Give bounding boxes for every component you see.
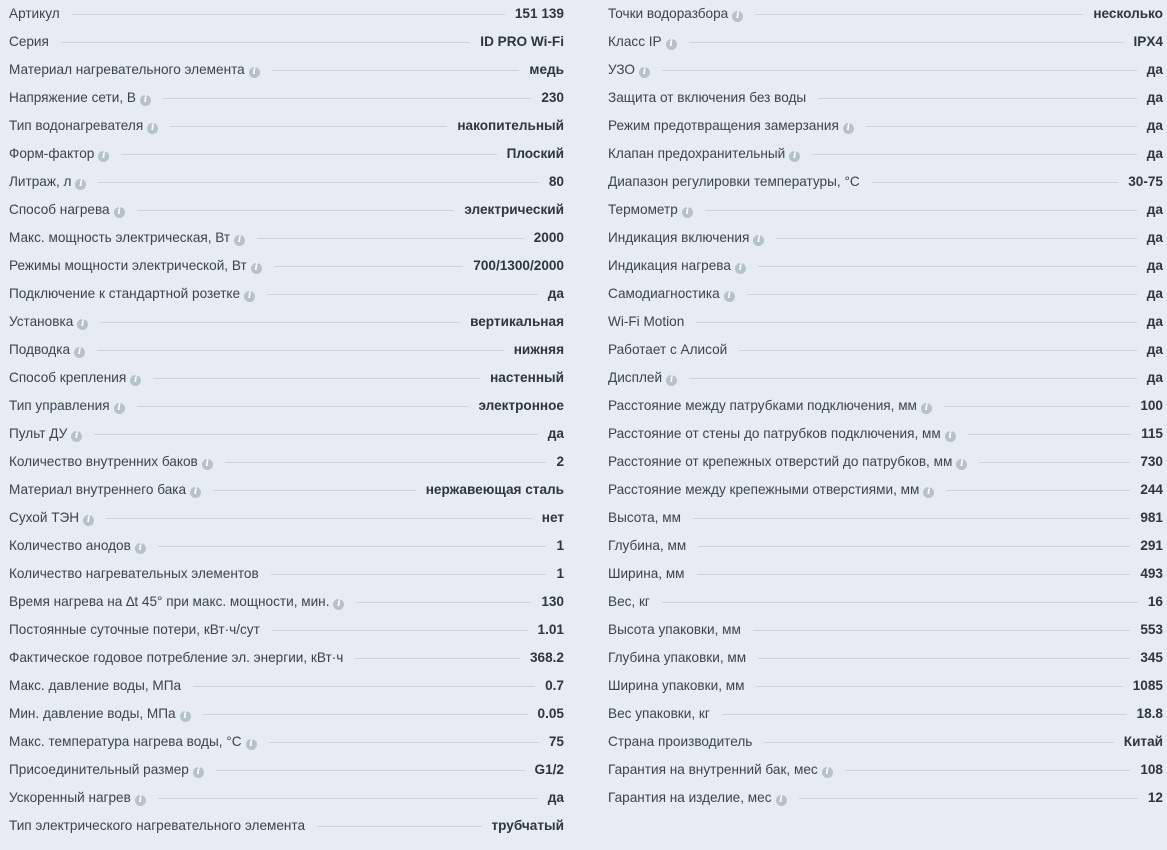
spec-value: 0.7 <box>545 678 564 693</box>
info-icon[interactable]: i <box>724 291 735 302</box>
spec-label: Материал нагревательного элемента <box>9 62 245 77</box>
spec-value: 230 <box>541 90 564 105</box>
info-icon[interactable]: i <box>193 767 204 778</box>
info-icon[interactable]: i <box>333 599 344 610</box>
spec-label: Напряжение сети, В <box>9 90 136 105</box>
spec-value: нет <box>541 510 564 525</box>
spec-row <box>9 196 564 224</box>
spec-value: ID PRO Wi-Fi <box>480 34 564 49</box>
spec-row <box>9 672 564 700</box>
spec-value: 75 <box>548 734 564 749</box>
spec-value: да <box>1146 202 1163 217</box>
dotted-leader <box>193 686 535 687</box>
spec-row <box>608 392 1163 420</box>
spec-column-right <box>608 0 1163 850</box>
spec-value: да <box>1146 342 1163 357</box>
spec-label: Тип управления <box>9 398 110 413</box>
dotted-leader <box>845 770 1131 771</box>
dotted-leader <box>697 574 1131 575</box>
spec-label: Ширина, мм <box>608 566 685 581</box>
spec-row <box>608 224 1163 252</box>
dotted-leader <box>662 70 1137 71</box>
spec-row <box>608 112 1163 140</box>
dotted-leader <box>158 546 547 547</box>
spec-value: настенный <box>490 370 564 385</box>
spec-label: Литраж, л <box>9 174 72 189</box>
dotted-leader <box>812 154 1137 155</box>
spec-value: трубчатый <box>491 818 564 833</box>
spec-label: Тип водонагревателя <box>9 118 144 133</box>
spec-row <box>9 280 564 308</box>
info-icon[interactable]: i <box>202 459 213 470</box>
spec-row <box>9 644 564 672</box>
spec-label: Индикация нагрева <box>608 258 731 273</box>
spec-value: 80 <box>548 174 564 189</box>
info-icon[interactable]: i <box>682 207 693 218</box>
dotted-leader <box>216 770 525 771</box>
dotted-leader <box>979 462 1130 463</box>
dotted-leader <box>269 742 539 743</box>
spec-value: G1/2 <box>534 762 564 777</box>
dotted-leader <box>267 294 538 295</box>
spec-row <box>608 588 1163 616</box>
spec-label: Количество анодов <box>9 538 131 553</box>
dotted-leader <box>121 154 496 155</box>
info-icon[interactable]: i <box>776 795 787 806</box>
info-icon[interactable]: i <box>114 403 125 414</box>
spec-value: 1 <box>556 538 564 553</box>
spec-label: Время нагрева на ∆t 45° при макс. мощности, мин. <box>9 594 330 609</box>
spec-label: Защита от включения без воды <box>608 90 807 105</box>
spec-value: да <box>1146 314 1163 329</box>
spec-row <box>9 532 564 560</box>
spec-value: 493 <box>1140 566 1163 581</box>
spec-row <box>9 448 564 476</box>
info-icon[interactable]: i <box>789 151 800 162</box>
spec-row <box>9 336 564 364</box>
spec-row <box>608 560 1163 588</box>
spec-label: Расстояние между крепежными отверстиями, мм <box>608 482 920 497</box>
dotted-leader <box>272 70 520 71</box>
spec-label: Количество внутренних баков <box>9 454 198 469</box>
spec-value: да <box>1146 90 1163 105</box>
spec-label: Форм-фактор <box>9 146 95 161</box>
spec-row <box>9 588 564 616</box>
dotted-leader <box>689 42 1124 43</box>
spec-row <box>608 308 1163 336</box>
spec-value: 553 <box>1140 622 1163 637</box>
spec-row <box>608 0 1163 28</box>
dotted-leader <box>356 602 531 603</box>
spec-value: 2 <box>556 454 564 469</box>
dotted-leader <box>213 490 416 491</box>
spec-label: Клапан предохранительный <box>608 146 786 161</box>
info-icon[interactable]: i <box>735 263 746 274</box>
spec-label: Гарантия на внутренний бак, мес <box>608 762 818 777</box>
spec-label: Высота, мм <box>608 510 681 525</box>
spec-row <box>608 336 1163 364</box>
spec-value: 244 <box>1140 482 1163 497</box>
info-icon[interactable]: i <box>945 431 956 442</box>
dotted-leader <box>696 322 1137 323</box>
spec-label: Фактическое годовое потребление эл. энергии, кВт·ч <box>9 650 344 665</box>
spec-value: 730 <box>1140 454 1163 469</box>
spec-value: 0.05 <box>537 706 564 721</box>
spec-value: да <box>1146 118 1163 133</box>
spec-label: Режимы мощности электрической, Вт <box>9 258 247 273</box>
spec-row <box>9 476 564 504</box>
info-icon[interactable]: i <box>822 767 833 778</box>
spec-label: Работает с Алисой <box>608 342 728 357</box>
spec-row <box>608 728 1163 756</box>
dotted-leader <box>163 98 531 99</box>
spec-value: 2000 <box>533 230 564 245</box>
info-icon[interactable]: i <box>98 151 109 162</box>
dotted-leader <box>758 266 1137 267</box>
info-icon[interactable]: i <box>147 123 158 134</box>
spec-label: Высота упаковки, мм <box>608 622 741 637</box>
info-icon[interactable]: i <box>180 711 191 722</box>
spec-value: медь <box>529 62 564 77</box>
spec-value: накопительный <box>457 118 564 133</box>
spec-row <box>608 252 1163 280</box>
dotted-leader <box>100 322 460 323</box>
dotted-leader <box>271 574 547 575</box>
spec-label: Глубина, мм <box>608 538 687 553</box>
spec-row <box>608 784 1163 812</box>
spec-label: Постоянные суточные потери, кВт·ч/сут <box>9 622 260 637</box>
spec-value: 30-75 <box>1128 174 1163 189</box>
spec-value: да <box>1146 370 1163 385</box>
spec-row <box>608 56 1163 84</box>
spec-label: Серия <box>9 34 49 49</box>
dotted-leader <box>94 434 538 435</box>
dotted-leader <box>257 238 524 239</box>
spec-value: IPX4 <box>1133 34 1163 49</box>
spec-row <box>9 812 564 840</box>
dotted-leader <box>799 798 1138 799</box>
spec-column-left <box>9 0 564 850</box>
info-icon[interactable]: i <box>246 739 257 750</box>
info-icon[interactable]: i <box>71 431 82 442</box>
info-icon[interactable]: i <box>77 319 88 330</box>
spec-value: да <box>1146 230 1163 245</box>
dotted-leader <box>705 210 1137 211</box>
dotted-leader <box>225 462 547 463</box>
spec-label: Количество нагревательных элементов <box>9 566 259 581</box>
spec-value: да <box>547 286 564 301</box>
spec-value: 18.8 <box>1136 706 1163 721</box>
spec-label: Расстояние между патрубками подключения, мм <box>608 398 917 413</box>
spec-row <box>608 448 1163 476</box>
dotted-leader <box>153 378 480 379</box>
spec-row <box>9 56 564 84</box>
spec-label: Термометр <box>608 202 678 217</box>
spec-row <box>9 616 564 644</box>
dotted-leader <box>137 210 455 211</box>
info-icon[interactable]: i <box>234 235 245 246</box>
spec-label: Мин. давление воды, МПа <box>9 706 176 721</box>
spec-row <box>9 420 564 448</box>
spec-row <box>9 0 564 28</box>
spec-value: 130 <box>541 594 564 609</box>
spec-row <box>9 252 564 280</box>
spec-row <box>608 140 1163 168</box>
info-icon[interactable]: i <box>130 375 141 386</box>
info-icon[interactable]: i <box>75 179 86 190</box>
dotted-leader <box>106 518 532 519</box>
spec-row <box>608 644 1163 672</box>
spec-label: Индикация включения <box>608 230 750 245</box>
spec-value: 1085 <box>1132 678 1163 693</box>
dotted-leader <box>756 686 1122 687</box>
spec-value: 345 <box>1140 650 1163 665</box>
spec-value: электронное <box>478 398 564 413</box>
info-icon[interactable]: i <box>244 291 255 302</box>
spec-label: Ширина упаковки, мм <box>608 678 745 693</box>
spec-value: 115 <box>1141 426 1163 441</box>
dotted-leader <box>968 434 1131 435</box>
spec-label: Пульт ДУ <box>9 426 68 441</box>
spec-row <box>608 28 1163 56</box>
dotted-leader <box>317 826 481 827</box>
spec-value: да <box>1146 258 1163 273</box>
dotted-leader <box>98 182 538 183</box>
spec-label: Расстояние от крепежных отверстий до патрубков, мм <box>608 454 953 469</box>
dotted-leader <box>739 350 1137 351</box>
spec-label: Подключение к стандартной розетке <box>9 286 241 301</box>
dotted-leader <box>753 630 1130 631</box>
spec-row <box>608 672 1163 700</box>
spec-row <box>608 196 1163 224</box>
dotted-leader <box>355 658 520 659</box>
info-icon[interactable]: i <box>135 543 146 554</box>
spec-value: да <box>547 790 564 805</box>
spec-value: 981 <box>1140 510 1163 525</box>
spec-row <box>9 308 564 336</box>
spec-value: 291 <box>1140 538 1163 553</box>
spec-label: Wi-Fi Motion <box>608 314 685 329</box>
spec-value: да <box>1146 62 1163 77</box>
info-icon[interactable]: i <box>753 235 764 246</box>
info-icon[interactable]: i <box>251 263 262 274</box>
dotted-leader <box>755 14 1083 15</box>
dotted-leader <box>866 126 1137 127</box>
spec-row <box>9 364 564 392</box>
spec-label: Макс. температура нагрева воды, °С <box>9 734 242 749</box>
dotted-leader <box>137 406 469 407</box>
spec-row <box>9 140 564 168</box>
spec-label: Вес, кг <box>608 594 650 609</box>
spec-label: Материал внутреннего бака <box>9 482 187 497</box>
spec-row <box>608 476 1163 504</box>
spec-row <box>608 168 1163 196</box>
info-icon[interactable]: i <box>140 95 151 106</box>
spec-row <box>608 364 1163 392</box>
spec-row <box>9 224 564 252</box>
spec-row <box>9 392 564 420</box>
spec-value: электрический <box>464 202 564 217</box>
spec-label: Способ крепления <box>9 370 127 385</box>
spec-row <box>608 84 1163 112</box>
info-icon[interactable]: i <box>74 347 85 358</box>
spec-value: 368.2 <box>529 650 564 665</box>
spec-row <box>608 420 1163 448</box>
spec-value: 12 <box>1147 790 1163 805</box>
dotted-leader <box>662 602 1138 603</box>
spec-label: Сухой ТЭН <box>9 510 80 525</box>
dotted-leader <box>170 126 447 127</box>
spec-row <box>9 728 564 756</box>
spec-label: Глубина упаковки, мм <box>608 650 747 665</box>
dotted-leader <box>203 714 528 715</box>
spec-label: Макс. мощность электрическая, Вт <box>9 230 231 245</box>
dotted-leader <box>872 182 1119 183</box>
info-icon[interactable]: i <box>114 207 125 218</box>
spec-value: 1.01 <box>537 622 564 637</box>
spec-label: Макс. давление воды, МПа <box>9 678 182 693</box>
spec-value: Плоский <box>506 146 564 161</box>
spec-label: Присоединительный размер <box>9 762 189 777</box>
spec-label: Диапазон регулировки температуры, °С <box>608 174 860 189</box>
spec-value: Китай <box>1123 734 1163 749</box>
info-icon[interactable]: i <box>732 11 743 22</box>
spec-row <box>9 560 564 588</box>
spec-label: Точки водоразбора <box>608 6 729 21</box>
dotted-leader <box>747 294 1137 295</box>
dotted-leader <box>776 238 1136 239</box>
dotted-leader <box>61 42 470 43</box>
info-icon[interactable]: i <box>639 67 650 78</box>
info-icon[interactable]: i <box>921 403 932 414</box>
info-icon[interactable]: i <box>249 67 260 78</box>
spec-label: Расстояние от стены до патрубков подключения, мм <box>608 426 941 441</box>
spec-row <box>9 784 564 812</box>
spec-row <box>608 532 1163 560</box>
spec-row <box>9 700 564 728</box>
dotted-leader <box>272 630 528 631</box>
spec-label: Ускоренный нагрев <box>9 790 131 805</box>
spec-value: нижняя <box>513 342 564 357</box>
spec-row <box>608 756 1163 784</box>
spec-row <box>9 112 564 140</box>
info-icon[interactable]: i <box>923 487 934 498</box>
spec-value: 151 139 <box>514 6 564 21</box>
spec-label: Артикул <box>9 6 60 21</box>
info-icon[interactable]: i <box>666 375 677 386</box>
dotted-leader <box>72 14 505 15</box>
info-icon[interactable]: i <box>135 795 146 806</box>
spec-row <box>608 280 1163 308</box>
spec-row <box>9 756 564 784</box>
spec-value: да <box>1146 286 1163 301</box>
spec-value: да <box>1146 146 1163 161</box>
spec-label: Тип электрического нагревательного элемента <box>9 818 306 833</box>
spec-label: Дисплей <box>608 370 663 385</box>
spec-value: вертикальная <box>470 314 564 329</box>
dotted-leader <box>758 658 1130 659</box>
spec-value: 108 <box>1140 762 1163 777</box>
spec-row <box>608 504 1163 532</box>
spec-value: 16 <box>1147 594 1163 609</box>
spec-value: несколько <box>1093 6 1163 21</box>
info-icon[interactable]: i <box>83 515 94 526</box>
spec-row <box>608 616 1163 644</box>
dotted-leader <box>764 742 1113 743</box>
spec-row <box>9 28 564 56</box>
dotted-leader <box>693 518 1130 519</box>
spec-value: 700/1300/2000 <box>473 258 564 273</box>
info-icon[interactable]: i <box>843 123 854 134</box>
spec-label: Класс IP <box>608 34 662 49</box>
spec-label: Гарантия на изделие, мес <box>608 790 772 805</box>
spec-label: УЗО <box>608 62 635 77</box>
spec-label: Способ нагрева <box>9 202 110 217</box>
spec-value: да <box>547 426 564 441</box>
dotted-leader <box>97 350 504 351</box>
spec-value: 100 <box>1140 398 1163 413</box>
spec-label: Подводка <box>9 342 71 357</box>
spec-label: Самодиагностика <box>608 286 720 301</box>
spec-value: нержавеющая сталь <box>425 482 564 497</box>
spec-label: Страна производитель <box>608 734 753 749</box>
dotted-leader <box>944 406 1130 407</box>
dotted-leader <box>818 98 1137 99</box>
spec-label: Установка <box>9 314 74 329</box>
dotted-leader <box>689 378 1137 379</box>
spec-row <box>608 700 1163 728</box>
dotted-leader <box>158 798 538 799</box>
dotted-leader <box>698 546 1130 547</box>
dotted-leader <box>946 490 1130 491</box>
spec-row <box>9 504 564 532</box>
spec-row <box>9 168 564 196</box>
spec-label: Вес упаковки, кг <box>608 706 710 721</box>
spec-value: 1 <box>556 566 564 581</box>
info-icon[interactable]: i <box>956 459 967 470</box>
dotted-leader <box>274 266 464 267</box>
info-icon[interactable]: i <box>666 39 677 50</box>
spec-row <box>9 84 564 112</box>
info-icon[interactable]: i <box>190 487 201 498</box>
dotted-leader <box>722 714 1127 715</box>
spec-label: Режим предотвращения замерзания <box>608 118 839 133</box>
